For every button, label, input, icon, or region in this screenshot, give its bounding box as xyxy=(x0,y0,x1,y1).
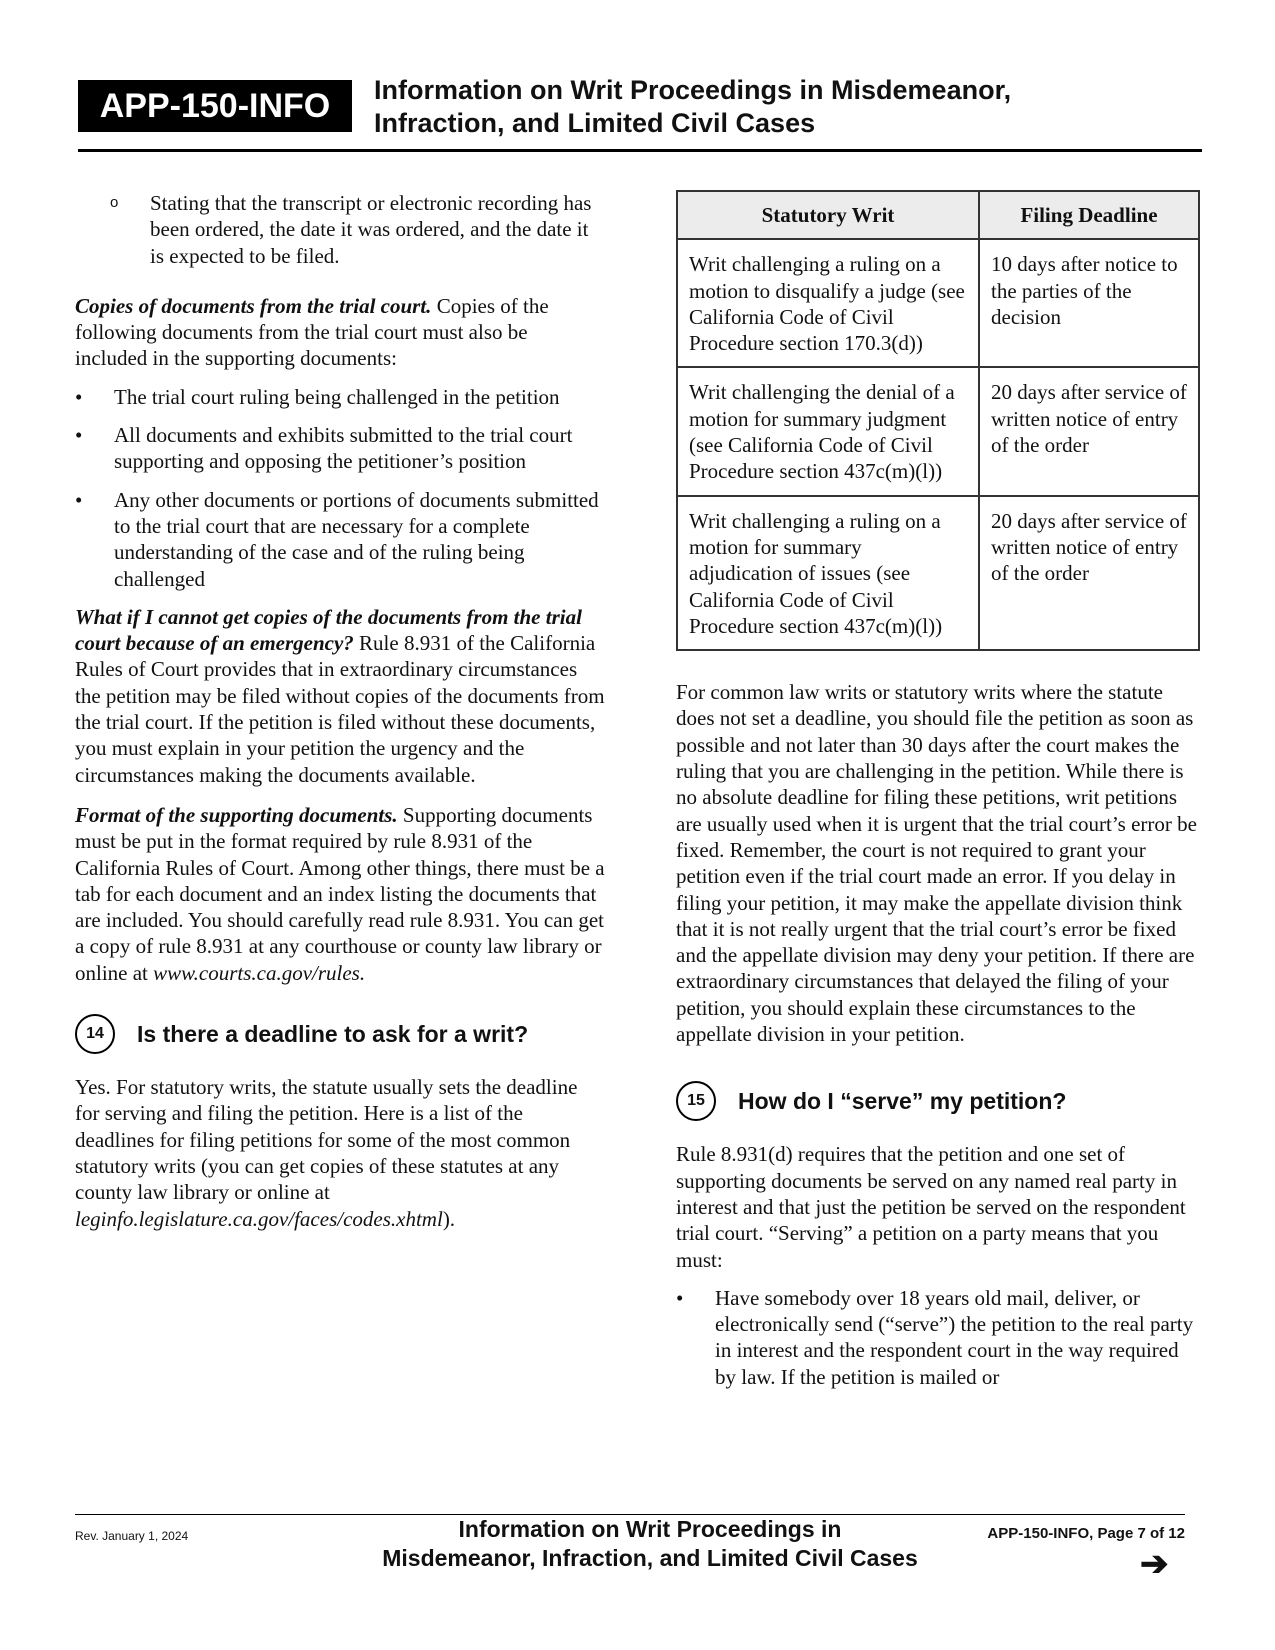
page-title xyxy=(374,74,1094,140)
footer-title-line-2: Misdemeanor, Infraction, and Limited Civil Cases xyxy=(382,1545,918,1571)
column-header-filing-deadline: Filing Deadline xyxy=(979,191,1199,239)
form-id-badge: APP-150-INFO xyxy=(78,80,352,132)
section-14-heading xyxy=(75,1014,605,1054)
bullet-marker: • xyxy=(75,423,83,448)
bullet-marker: • xyxy=(75,384,83,409)
page-number: APP-150-INFO, Page 7 of 12 xyxy=(987,1525,1185,1542)
sub-bullet-marker: o xyxy=(110,194,119,211)
deadline-cell: 20 days after service of written notice of entry of the order xyxy=(979,367,1199,495)
list-item-text: The trial court ruling being challenged in the petition xyxy=(114,384,560,409)
section-14-text: Yes. For statutory writs, the statute usually sets the deadline for serving and filing the petition. Here is a list of the deadlines for filing petitions for some of the most common statutory writs (you can get copies of these statutes at any county law library or online at xyxy=(75,1075,578,1205)
copies-paragraph xyxy=(75,293,605,372)
writ-cell: Writ challenging the denial of a motion for summary judgment (see California Code of Civil Procedure section 437c(m)(l)) xyxy=(677,367,979,495)
header-divider xyxy=(78,149,1202,152)
footer-title xyxy=(340,1515,960,1573)
rules-link[interactable]: www.courts.ca.gov/rules. xyxy=(153,960,366,985)
copies-list xyxy=(75,384,605,592)
section-title: Is there a deadline to ask for a writ? xyxy=(137,1020,529,1047)
column-header-statutory-writ: Statutory Writ xyxy=(677,191,979,239)
section-number-badge: 14 xyxy=(75,1014,115,1054)
revision-date: Rev. January 1, 2024 xyxy=(75,1529,189,1543)
list-item xyxy=(75,422,605,475)
left-column xyxy=(75,190,605,1232)
list-item-text: All documents and exhibits submitted to the trial court supporting and opposing the petitioner’s position xyxy=(114,423,573,474)
page-title-line-2: Infraction, and Limited Civil Cases xyxy=(374,108,816,138)
section-14-paragraph xyxy=(75,1074,605,1232)
deadline-cell: 20 days after service of written notice of entry of the order xyxy=(979,496,1199,650)
deadline-cell: 10 days after notice to the parties of the decision xyxy=(979,239,1199,367)
bullet-marker: • xyxy=(75,487,83,512)
emergency-text: Rule 8.931 of the California Rules of Court provides that in extraordinary circumstances the petition may be filed without copies of the documents from the trial court. If the petition is filed without these documents, you must explain in your petition the urgency and the circumstances making the documents available. xyxy=(75,631,605,787)
table-header-row xyxy=(677,191,1199,239)
list-item xyxy=(75,487,605,592)
footer-title-line-1: Information on Writ Proceedings in xyxy=(458,1516,842,1542)
list-item-text: Any other documents or portions of documents submitted to the trial court that are necessary for a complete understanding of the case and of the ruling being challenged xyxy=(114,487,599,591)
sub-bullet-text: Stating that the transcript or electronic recording has been ordered, the date it was ordered, and the date it is expected to be filed. xyxy=(150,191,592,268)
emergency-paragraph xyxy=(75,604,605,788)
copies-text: Copies of the following documents from the trial court must also be included in the supporting documents: xyxy=(75,293,549,371)
copies-heading: Copies of documents from the trial court. xyxy=(75,293,432,318)
right-column xyxy=(676,190,1202,1402)
table-row xyxy=(677,239,1199,367)
section-15-heading xyxy=(676,1081,1202,1121)
section-title: How do I “serve” my petition? xyxy=(738,1088,1067,1115)
section-15-paragraph: Rule 8.931(d) requires that the petition and one set of supporting documents be served on any named real party in interest and that just the petition be served on the respondent trial court. “Serving” a petition on a party means that you must: xyxy=(676,1142,1186,1272)
writ-cell: Writ challenging a ruling on a motion to disqualify a judge (see California Code of Civil Procedure section 170.3(d)) xyxy=(677,239,979,367)
format-heading: Format of the supporting documents. xyxy=(75,802,398,827)
list-item xyxy=(676,1285,1202,1390)
codes-link[interactable]: leginfo.legislature.ca.gov/faces/codes.xhtml xyxy=(75,1206,443,1231)
list-item-text: Have somebody over 18 years old mail, deliver, or electronically send (“serve”) the petition to the real party in interest and the respondent court in the way required by law. If the petition is mailed or xyxy=(715,1285,1194,1389)
writ-cell: Writ challenging a ruling on a motion for summary adjudication of issues (see California Code of Civil Procedure section 437c(m)(l)) xyxy=(677,496,979,650)
list-item xyxy=(75,384,605,410)
sub-bullet-item xyxy=(75,190,605,269)
table-row xyxy=(677,496,1199,650)
common-law-paragraph: For common law writs or statutory writs where the statute does not set a deadline, you should file the petition as soon as possible and not later than 30 days after the court makes the ruling that you are challenging in the petition. While there is no absolute deadline for filing these petitions, writ petitions are usually used when it is urgent that the trial court’s error be fixed. Remember, the court is not required to grant your petition even if the trial court made an error. If you delay in filing your petition, it may make the appellate division think that it is not really urgent that the trial court’s error be fixed and the appellate division may deny your petition. If there are extraordinary circumstances that delayed the filing of your petition, you should explain these circumstances to the appellate division in your petition. xyxy=(676,680,1197,1047)
format-paragraph xyxy=(75,802,605,986)
emergency-heading: What if I cannot get copies of the documents from the trial court because of an emergency? xyxy=(75,604,582,656)
bullet-marker: • xyxy=(676,1285,684,1310)
table-row xyxy=(677,367,1199,495)
next-page-arrow-icon: ➔ xyxy=(1140,1546,1169,1583)
deadline-table xyxy=(676,190,1200,651)
section-14-end: ). xyxy=(442,1206,456,1231)
serve-list xyxy=(676,1285,1202,1390)
format-text: Supporting documents must be put in the format required by rule 8.931 of the California Rules of Court. Among other things, there must be a tab for each document and an index listing the documents that are included. You should carefully read rule 8.931. You can get a copy of rule 8.931 at any courthouse or county law library or online at xyxy=(75,802,605,985)
page-title-line-1: Information on Writ Proceedings in Misdemeanor, xyxy=(374,75,1012,105)
section-number-badge: 15 xyxy=(676,1081,716,1121)
